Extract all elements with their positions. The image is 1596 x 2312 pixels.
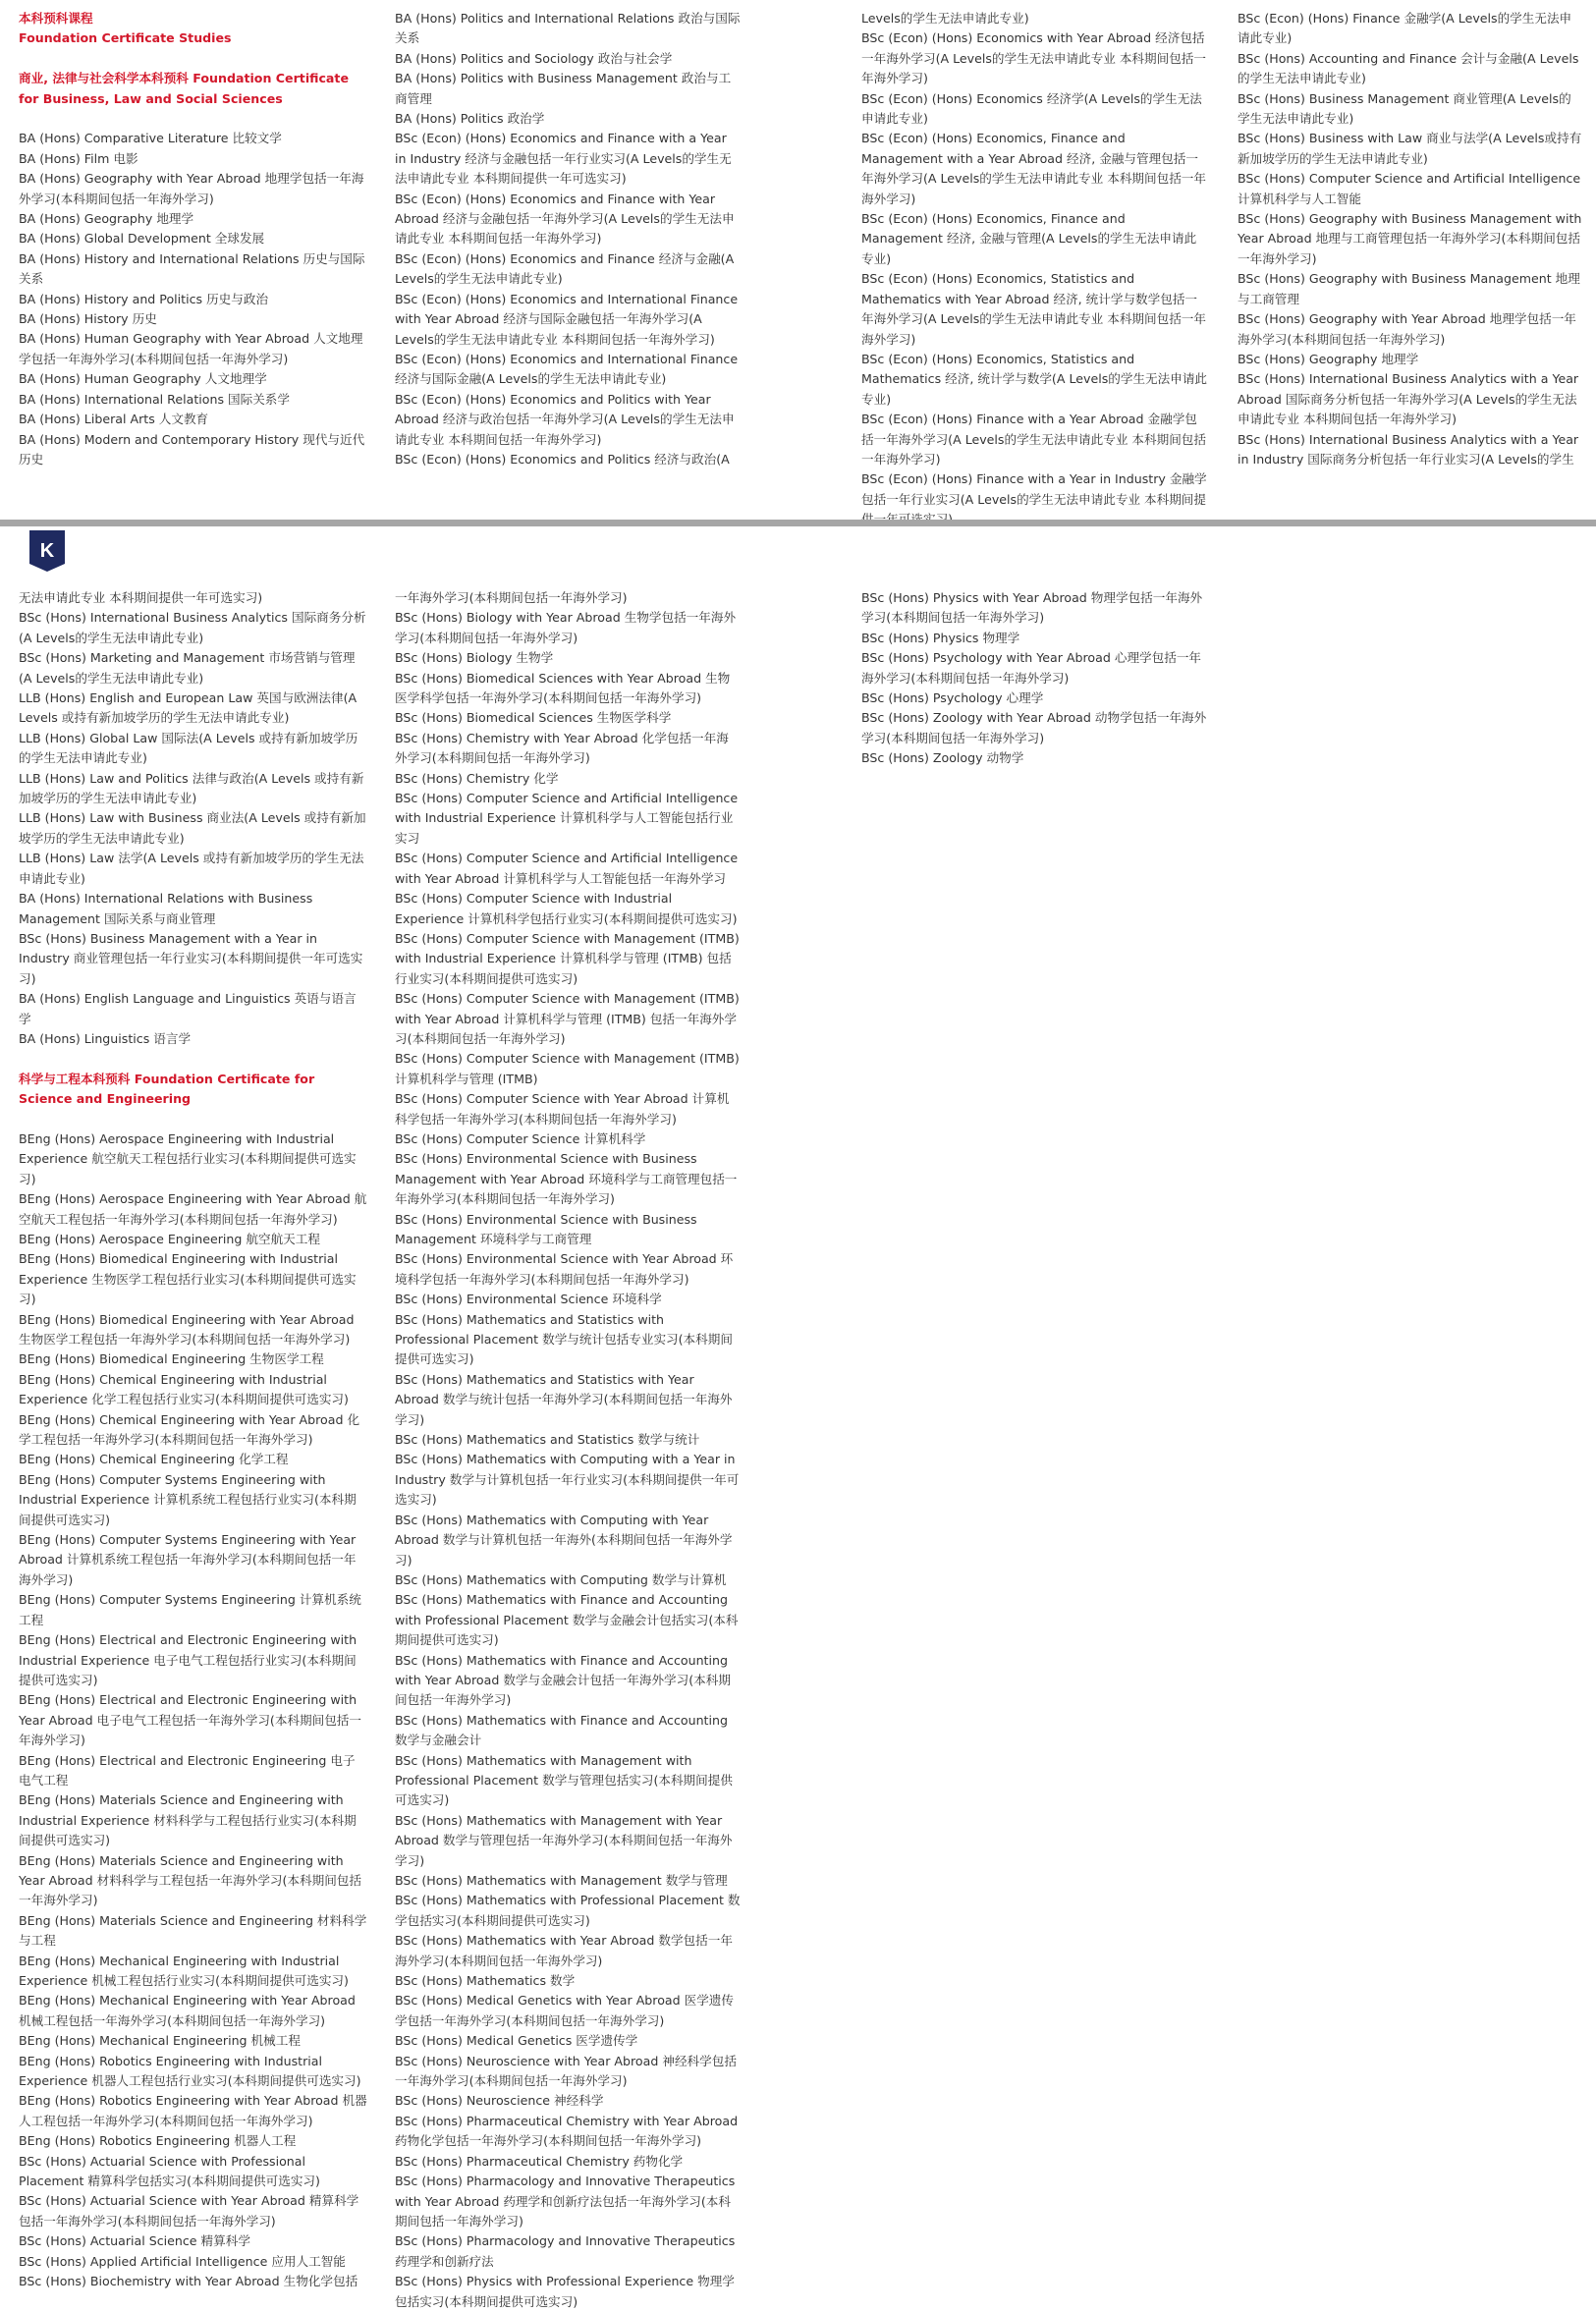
program-item: BSc (Econ) (Hons) Finance with a Year in Industry 金融学包括一年行业实习(A Levels的学生无法申请此专业 本科期间提 bbox=[861, 471, 1207, 507]
program-item: BA (Hons) History and International Relations 历史与国际关系 bbox=[19, 250, 365, 287]
program-item: BEng (Hons) Biomedical Engineering with Year Abroad 生物医学工程包括一年海外学习(本科期间包括一年海外学习) bbox=[19, 1311, 355, 1347]
program-item: BSc (Hons) Chemistry 化学 bbox=[395, 770, 559, 786]
program-item: BSc (Econ) (Hons) Finance with a Year Abroad 金融学包括一年海外学习(A Levels的学生无法申请此专业 本科期间包括一年海外学习) bbox=[861, 412, 1206, 467]
spacer bbox=[19, 1110, 367, 1129]
program-item: BSc (Hons) Computer Science 计算机科学 bbox=[395, 1130, 646, 1146]
program-item: BEng (Hons) Materials Science and Engineering with Year Abroad 材料科学与工程包括一年海外学习(本科期间包括一年海外学习) bbox=[19, 1852, 361, 1908]
program-item: BSc (Hons) Mathematics with Computing with Year Abroad 数学与计算机包括一年海外(本科期间包括一年海外学习) bbox=[395, 1512, 733, 1568]
program-item: BSc (Hons) Mathematics with Year Abroad 数学包括一年海外学习(本科期间包括一年海外学习) bbox=[395, 1933, 733, 1968]
program-item: BEng (Hons) Electrical and Electronic Engineering with Year Abroad 电子电气工程包括一年海外学习(本科期间包括一年海外学习) bbox=[19, 1692, 361, 1748]
program-item: BEng (Hons) Chemical Engineering 化学工程 bbox=[19, 1452, 289, 1467]
program-item: BSc (Hons) Mathematics with Management with Year Abroad 数学与管理包括一年海外学习(本科期间包括一年海外学习) bbox=[395, 1812, 733, 1868]
program-item: BSc (Hons) Computer Science with Management (ITMB) 计算机科学与管理 (ITMB) bbox=[395, 1051, 740, 1086]
program-item: BSc (Hons) Accounting and Finance 会计与金融(A Levels的学生无法申请此专业) bbox=[1238, 50, 1579, 86]
program-item: BEng (Hons) Electrical and Electronic Engineering with Industrial Experience 电子电气工程包括行业实习(本科期间提供可选实习) bbox=[19, 1632, 358, 1687]
program-item: BSc (Hons) Mathematics with Finance and Accounting with Year Abroad 数学与金融会计包括一年海外学习(本科期间包括一年海外学习) bbox=[395, 1652, 731, 1708]
program-item: BSc (Econ) (Hons) Economics and International Finance with Year Abroad 经济与国际金融包括一年海外学习(A Levels的学生无法申请此专业 本科期间包括一年海外学习) bbox=[395, 291, 739, 347]
program-item: BSc (Econ) (Hons) Finance 金融学(A Levels的学生无法申请此专业) bbox=[1238, 11, 1572, 46]
top-column-1 bbox=[19, 9, 367, 469]
program-item: BSc (Hons) Environmental Science 环境科学 bbox=[395, 1292, 662, 1307]
program-item: BA (Hons) Politics and International Relations 政治与国际关系 bbox=[395, 11, 741, 46]
program-item: BSc (Hons) Geography with Business Management with Year Abroad 地理与工商管理包括一年海外学习(本科期间包括一年海外学习) bbox=[1238, 211, 1582, 266]
program-item: BSc (Hons) Physics 物理学 bbox=[861, 630, 1020, 645]
program-item: BEng (Hons) Robotics Engineering with Industrial Experience 机器人工程包括行业实习(本科期间提供可选实习) bbox=[19, 2053, 361, 2089]
program-item: BA (Hons) History 历史 bbox=[19, 311, 157, 327]
program-item: BEng (Hons) Chemical Engineering with Industrial Experience 化学工程包括行业实习(本科期间提供可选实习) bbox=[19, 1371, 349, 1407]
program-item: BSc (Hons) Computer Science and Artificial Intelligence with Industrial Experience 计算机科学与人工智能包括行业实习 bbox=[395, 791, 739, 846]
spacer bbox=[19, 1049, 367, 1069]
program-item: BEng (Hons) Chemical Engineering with Year Abroad 化学工程包括一年海外学习(本科期间包括一年海外学习) bbox=[19, 1411, 360, 1448]
program-item: BSc (Hons) Geography with Business Management 地理与工商管理 bbox=[1238, 271, 1580, 306]
section-heading: 本科预科课程 bbox=[19, 11, 93, 26]
program-item: BSc (Hons) Biomedical Sciences 生物医学科学 bbox=[395, 710, 672, 726]
program-item: BSc (Hons) Physics with Year Abroad 物理学包括一年海外学习(本科期间包括一年海外学习) bbox=[861, 590, 1203, 626]
program-item: 无法申请此专业 本科期间提供一年可选实习) bbox=[19, 590, 263, 605]
program-item: BSc (Hons) Neuroscience 神经科学 bbox=[395, 2093, 604, 2109]
program-item: BSc (Econ) (Hons) Economics 经济学(A Levels的学生无法申请此专业) bbox=[861, 90, 1202, 127]
program-item: BEng (Hons) Aerospace Engineering with Year Abroad 航空航天工程包括一年海外学习(本科期间包括一年海外学习) bbox=[19, 1191, 367, 1227]
program-item: BSc (Hons) Actuarial Science with Professional Placement 精算科学包括实习(本科期间提供可选实习) bbox=[19, 2153, 320, 2189]
program-item: BA (Hons) Politics and Sociology 政治与社会学 bbox=[395, 50, 673, 66]
section-divider bbox=[0, 520, 1596, 526]
program-item: BSc (Hons) Mathematics and Statistics 数学与统计 bbox=[395, 1432, 700, 1448]
program-item: BA (Hons) English Language and Linguistics 英语与语言学 bbox=[19, 991, 357, 1026]
program-item: BSc (Hons) Actuarial Science with Year Abroad 精算科学包括一年海外学习(本科期间包括一年海外学习) bbox=[19, 2193, 359, 2229]
bottom-section bbox=[0, 526, 1596, 2309]
program-item: BSc (Hons) Mathematics with Management 数学与管理 bbox=[395, 1873, 728, 1888]
program-item: BSc (Econ) (Hons) Economics, Statistics and Mathematics 经济, 统计学与数学(A Levels的学生无法申请此专业) bbox=[861, 351, 1208, 407]
program-item: BSc (Hons) Pharmacology and Innovative Therapeutics with Year Abroad 药理学和创新疗法包括一年海外学习(本科期间包括一年海外学习) bbox=[395, 2174, 736, 2229]
program-item: BSc (Hons) Zoology with Year Abroad 动物学包括一年海外学习(本科期间包括一年海外学习) bbox=[861, 710, 1207, 745]
program-item: Levels的学生无法申请此专业) bbox=[861, 11, 1029, 26]
program-item: BA (Hons) International Relations with Business Management 国际关系与商业管理 bbox=[19, 891, 313, 926]
program-item: LLB (Hons) Law and Politics 法律与政治(A Levels 或持有新加坡学历的学生无法申请此专业) bbox=[19, 770, 364, 806]
program-item: BEng (Hons) Mechanical Engineering with Year Abroad 机械工程包括一年海外学习(本科期间包括一年海外学习) bbox=[19, 1993, 356, 2028]
program-item: BA (Hons) Politics with Business Management 政治与工商管理 bbox=[395, 71, 732, 106]
program-item: BSc (Hons) Pharmaceutical Chemistry with Year Abroad 药物化学包括一年海外学习(本科期间包括一年海外学习) bbox=[395, 2113, 739, 2149]
program-item: BEng (Hons) Biomedical Engineering with Industrial Experience 生物医学工程包括行业实习(本科期间提供可选实习) bbox=[19, 1251, 357, 1307]
spacer bbox=[19, 49, 367, 69]
program-item: LLB (Hons) Law 法学(A Levels 或持有新加坡学历的学生无法申请此专业) bbox=[19, 851, 364, 886]
program-item: BEng (Hons) Computer Systems Engineering with Year Abroad 计算机系统工程包括一年海外学习(本科期间包括一年海外学习) bbox=[19, 1532, 357, 1587]
program-item: BEng (Hons) Biomedical Engineering 生物医学工程 bbox=[19, 1351, 324, 1367]
program-item: BSc (Hons) Mathematics and Statistics with Year Abroad 数学与统计包括一年海外学习(本科期间包括一年海外学习) bbox=[395, 1371, 733, 1427]
program-item: BSc (Hons) International Business Analytics 国际商务分析(A Levels的学生无法申请此专业) bbox=[19, 610, 366, 645]
program-item: BSc (Hons) Geography with Year Abroad 地理学包括一年海外学习(本科期间包括一年海外学习) bbox=[1238, 311, 1576, 347]
program-item: BSc (Econ) (Hons) Economics with Year Abroad 经济包括一年海外学习(A Levels的学生无法申请此专业 本科期间包括一年海外学习) bbox=[861, 30, 1206, 86]
program-item: BA (Hons) Human Geography with Year Abroad 人文地理学包括一年海外学习(本科期间包括一年海外学习) bbox=[19, 331, 363, 366]
program-item: BA (Hons) Film 电影 bbox=[19, 150, 138, 166]
top-column-3 bbox=[861, 9, 1207, 530]
top-column-4 bbox=[1238, 9, 1583, 469]
program-item: BEng (Hons) Mechanical Engineering 机械工程 bbox=[19, 2033, 301, 2049]
program-item: BSc (Hons) Applied Artificial Intelligence 应用人工智能 bbox=[19, 2253, 346, 2269]
program-item: BSc (Econ) (Hons) Economics and Finance with Year Abroad 经济与金融包括一年海外学习(A Levels的学生无法申请此专业 本科期间包括一年海外学习) bbox=[395, 191, 735, 247]
program-item: BSc (Hons) Mathematics and Statistics with Professional Placement 数学与统计包括专业实习(本科期间提供可选实习) bbox=[395, 1311, 733, 1367]
program-item: BA (Hons) Politics 政治学 bbox=[395, 111, 545, 127]
program-item: BSc (Hons) Computer Science and Artificial Intelligence 计算机科学与人工智能 bbox=[1238, 171, 1581, 206]
program-item: BSc (Hons) Environmental Science with Business Management with Year Abroad 环境科学与工商管理包括一年海外学习(本科期间包括一年海外学习) bbox=[395, 1151, 738, 1207]
program-item: BSc (Hons) International Business Analytics with a Year in Industry 国际商务分析包括一年行业实习(A Levels的学生 bbox=[1238, 431, 1579, 467]
program-item: BA (Hons) International Relations 国际关系学 bbox=[19, 391, 290, 407]
program-item: BA (Hons) Modern and Contemporary History 现代与近代历史 bbox=[19, 431, 365, 467]
program-item: BSc (Hons) Geography 地理学 bbox=[1238, 351, 1419, 366]
top-section bbox=[0, 0, 1596, 521]
program-item: BSc (Hons) Pharmacology and Innovative Therapeutics 药理学和创新疗法 bbox=[395, 2233, 736, 2269]
program-item: BSc (Hons) Biochemistry with Year Abroad 生物化学包括 bbox=[19, 2274, 358, 2289]
section-heading: 商业, 法律与社会科学本科预科 Foundation Certificate for Business, Law and Social Sciences bbox=[19, 71, 349, 106]
program-item: BEng (Hons) Electrical and Electronic Engineering 电子电气工程 bbox=[19, 1752, 356, 1788]
spacer bbox=[19, 109, 367, 129]
program-item: BSc (Hons) Business Management 商业管理(A Levels的学生无法申请此专业) bbox=[1238, 90, 1571, 127]
program-item: BA (Hons) Human Geography 人文地理学 bbox=[19, 371, 267, 387]
program-item: BSc (Hons) Computer Science with Management (ITMB) with Year Abroad 计算机科学与管理 (ITMB) 包括一年海外学习(本科期间包括一年海外学习) bbox=[395, 991, 740, 1046]
program-item: BSc (Econ) (Hons) Economics, Statistics and Mathematics with Year Abroad 经济, 统计学与数学包括一年海外学习(A Levels的学生无法申请此专业 本科期间包括一年海外学习) bbox=[861, 271, 1206, 347]
program-item: BSc (Hons) Environmental Science with Business Management 环境科学与工商管理 bbox=[395, 1211, 697, 1246]
program-item: BSc (Econ) (Hons) Economics, Finance and Management with a Year Abroad 经济, 金融与管理包括一年海外学习(A Levels的学生无法申请此专业 本科期间包括一年海外学习) bbox=[861, 131, 1206, 206]
program-item: LLB (Hons) English and European Law 英国与欧洲法律(A Levels 或持有新加坡学历的学生无法申请此专业) bbox=[19, 690, 358, 726]
program-item: BEng (Hons) Robotics Engineering with Year Abroad 机器人工程包括一年海外学习(本科期间包括一年海外学习) bbox=[19, 2093, 367, 2128]
program-item: BEng (Hons) Computer Systems Engineering with Industrial Experience 计算机系统工程包括行业实习(本科期间提供可选实习) bbox=[19, 1471, 357, 1527]
program-item: BSc (Hons) Pharmaceutical Chemistry 药物化学 bbox=[395, 2153, 684, 2169]
program-item: BSc (Hons) Computer Science and Artificial Intelligence with Year Abroad 计算机科学与人工智能包括一年海外学习 bbox=[395, 851, 739, 886]
logo-letter: K bbox=[39, 540, 55, 562]
program-item: BSc (Hons) Chemistry with Year Abroad 化学包括一年海外学习(本科期间包括一年海外学习) bbox=[395, 730, 729, 766]
program-item: BSc (Hons) Business Management with a Year in Industry 商业管理包括一年行业实习(本科期间提供一年可选实习) bbox=[19, 930, 363, 986]
program-item: BEng (Hons) Mechanical Engineering with Industrial Experience 机械工程包括行业实习(本科期间提供可选实习) bbox=[19, 1953, 349, 1988]
program-item: BSc (Econ) (Hons) Economics and Finance 经济与金融(A Levels的学生无法申请此专业) bbox=[395, 250, 735, 287]
program-item: BA (Hons) Linguistics 语言学 bbox=[19, 1030, 192, 1046]
program-item: BSc (Hons) Mathematics with Management with Professional Placement 数学与管理包括实习(本科期间提供可选实习) bbox=[395, 1752, 733, 1808]
program-item: BA (Hons) Geography 地理学 bbox=[19, 211, 194, 227]
program-item: BEng (Hons) Materials Science and Engineering 材料科学与工程 bbox=[19, 1912, 367, 1949]
program-item: BEng (Hons) Aerospace Engineering with Industrial Experience 航空航天工程包括行业实习(本科期间提供可选实习) bbox=[19, 1130, 357, 1186]
program-item: BSc (Hons) Mathematics with Computing 数学与计算机 bbox=[395, 1571, 727, 1587]
program-item: BSc (Hons) Psychology with Year Abroad 心理学包括一年海外学习(本科期间包括一年海外学习) bbox=[861, 650, 1202, 686]
program-item: BSc (Econ) (Hons) Economics and Finance with a Year in Industry 经济与金融包括一年行业实习(A Levels的学生无法申请此专业 本科期间提供一年可选实习) bbox=[395, 131, 732, 187]
program-item: BSc (Hons) Mathematics with Professional Placement 数学包括实习(本科期间提供可选实习) bbox=[395, 1893, 741, 1928]
program-item: BSc (Hons) International Business Analytics with a Year Abroad 国际商务分析包括一年海外学习(A Levels的学生无法申请此专业 本科期间包括一年海外学习) bbox=[1238, 371, 1579, 427]
program-item: BSc (Hons) Computer Science with Management (ITMB) with Industrial Experience 计算机科学与管理 (ITMB) 包括行业实习(本科期间提供可选实习) bbox=[395, 930, 740, 986]
program-item: BSc (Hons) Psychology 心理学 bbox=[861, 690, 1044, 706]
program-item: BSc (Econ) (Hons) Economics and Politics 经济与政治(A bbox=[395, 451, 730, 467]
bottom-column-3 bbox=[861, 588, 1207, 769]
program-item: BEng (Hons) Robotics Engineering 机器人工程 bbox=[19, 2133, 297, 2149]
program-item: BSc (Hons) Biomedical Sciences with Year Abroad 生物医学科学包括一年海外学习(本科期间包括一年海外学习) bbox=[395, 670, 731, 706]
program-item: BSc (Hons) Mathematics with Finance and Accounting with Professional Placement 数学与金融会计包括实习(本科期间提供可选实习) bbox=[395, 1592, 739, 1648]
program-item: BSc (Hons) Mathematics with Computing with a Year in Industry 数学与计算机包括一年行业实习(本科期间提供一年可选实习) bbox=[395, 1452, 740, 1508]
program-item: BA (Hons) Liberal Arts 人文教育 bbox=[19, 412, 209, 427]
program-item: BSc (Hons) Computer Science with Year Abroad 计算机科学包括一年海外学习(本科期间包括一年海外学习) bbox=[395, 1091, 730, 1127]
program-item: BSc (Hons) Computer Science with Industrial Experience 计算机科学包括行业实习(本科期间提供可选实习) bbox=[395, 891, 738, 926]
program-item: BSc (Hons) Physics with Professional Experience 物理学包括实习(本科期间提供可选实习) bbox=[395, 2274, 735, 2309]
program-item: BSc (Hons) Mathematics with Finance and Accounting 数学与金融会计 bbox=[395, 1712, 728, 1748]
program-item: BSc (Hons) Neuroscience with Year Abroad 神经科学包括一年海外学习(本科期间包括一年海外学习) bbox=[395, 2053, 737, 2089]
program-item: BSc (Econ) (Hons) Economics and Politics with Year Abroad 经济与政治包括一年海外学习(A Levels的学生无法申请此专业 本科期间包括一年海外学习) bbox=[395, 391, 735, 447]
program-item: 一年海外学习(本科期间包括一年海外学习) bbox=[395, 590, 628, 605]
program-item: LLB (Hons) Law with Business 商业法(A Levels 或持有新加坡学历的学生无法申请此专业) bbox=[19, 810, 366, 846]
top-column-2 bbox=[395, 9, 741, 469]
program-item: BSc (Hons) Marketing and Management 市场营销与管理(A Levels的学生无法申请此专业) bbox=[19, 650, 356, 686]
program-item: LLB (Hons) Global Law 国际法(A Levels 或持有新加坡学历的学生无法申请此专业) bbox=[19, 730, 358, 766]
program-item: BSc (Hons) Environmental Science with Year Abroad 环境科学包括一年海外学习(本科期间包括一年海外学习) bbox=[395, 1251, 734, 1287]
program-item: BSc (Hons) Mathematics 数学 bbox=[395, 1973, 576, 1989]
bottom-column-1 bbox=[19, 588, 367, 2292]
program-item: BSc (Hons) Actuarial Science 精算科学 bbox=[19, 2233, 250, 2249]
program-item: BSc (Hons) Zoology 动物学 bbox=[861, 750, 1024, 766]
section-heading: Foundation Certificate Studies bbox=[19, 30, 232, 46]
section-heading: 科学与工程本科预科 Foundation Certificate for Science and Engineering bbox=[19, 1071, 315, 1107]
program-item: BSc (Hons) Biology 生物学 bbox=[395, 650, 554, 666]
program-item: BSc (Hons) Medical Genetics 医学遗传学 bbox=[395, 2033, 638, 2049]
program-item: BA (Hons) Global Development 全球发展 bbox=[19, 231, 265, 247]
bottom-column-2 bbox=[395, 588, 741, 2312]
program-item: BA (Hons) Comparative Literature 比较文学 bbox=[19, 131, 282, 146]
program-item: BA (Hons) Geography with Year Abroad 地理学包括一年海外学习(本科期间包括一年海外学习) bbox=[19, 171, 364, 206]
program-item: BSc (Hons) Business with Law 商业与法学(A Levels或持有新加坡学历的学生无法申请此专业) bbox=[1238, 131, 1582, 166]
program-item: BEng (Hons) Computer Systems Engineering 计算机系统工程 bbox=[19, 1592, 361, 1627]
program-item: BA (Hons) History and Politics 历史与政治 bbox=[19, 291, 269, 306]
program-item: BSc (Econ) (Hons) Economics and International Finance 经济与国际金融(A Levels的学生无法申请此专业) bbox=[395, 351, 739, 387]
program-item: BSc (Hons) Medical Genetics with Year Abroad 医学遗传学包括一年海外学习(本科期间包括一年海外学习) bbox=[395, 1993, 734, 2028]
program-item: BSc (Econ) (Hons) Economics, Finance and Management 经济, 金融与管理(A Levels的学生无法申请此专业) bbox=[861, 211, 1197, 266]
program-item: BSc (Hons) Biology with Year Abroad 生物学包括一年海外学习(本科期间包括一年海外学习) bbox=[395, 610, 737, 645]
program-item: BEng (Hons) Aerospace Engineering 航空航天工程 bbox=[19, 1231, 320, 1246]
program-item: BEng (Hons) Materials Science and Engineering with Industrial Experience 材料科学与工程包括行业实习(本科期间提供可选实习) bbox=[19, 1792, 357, 1848]
